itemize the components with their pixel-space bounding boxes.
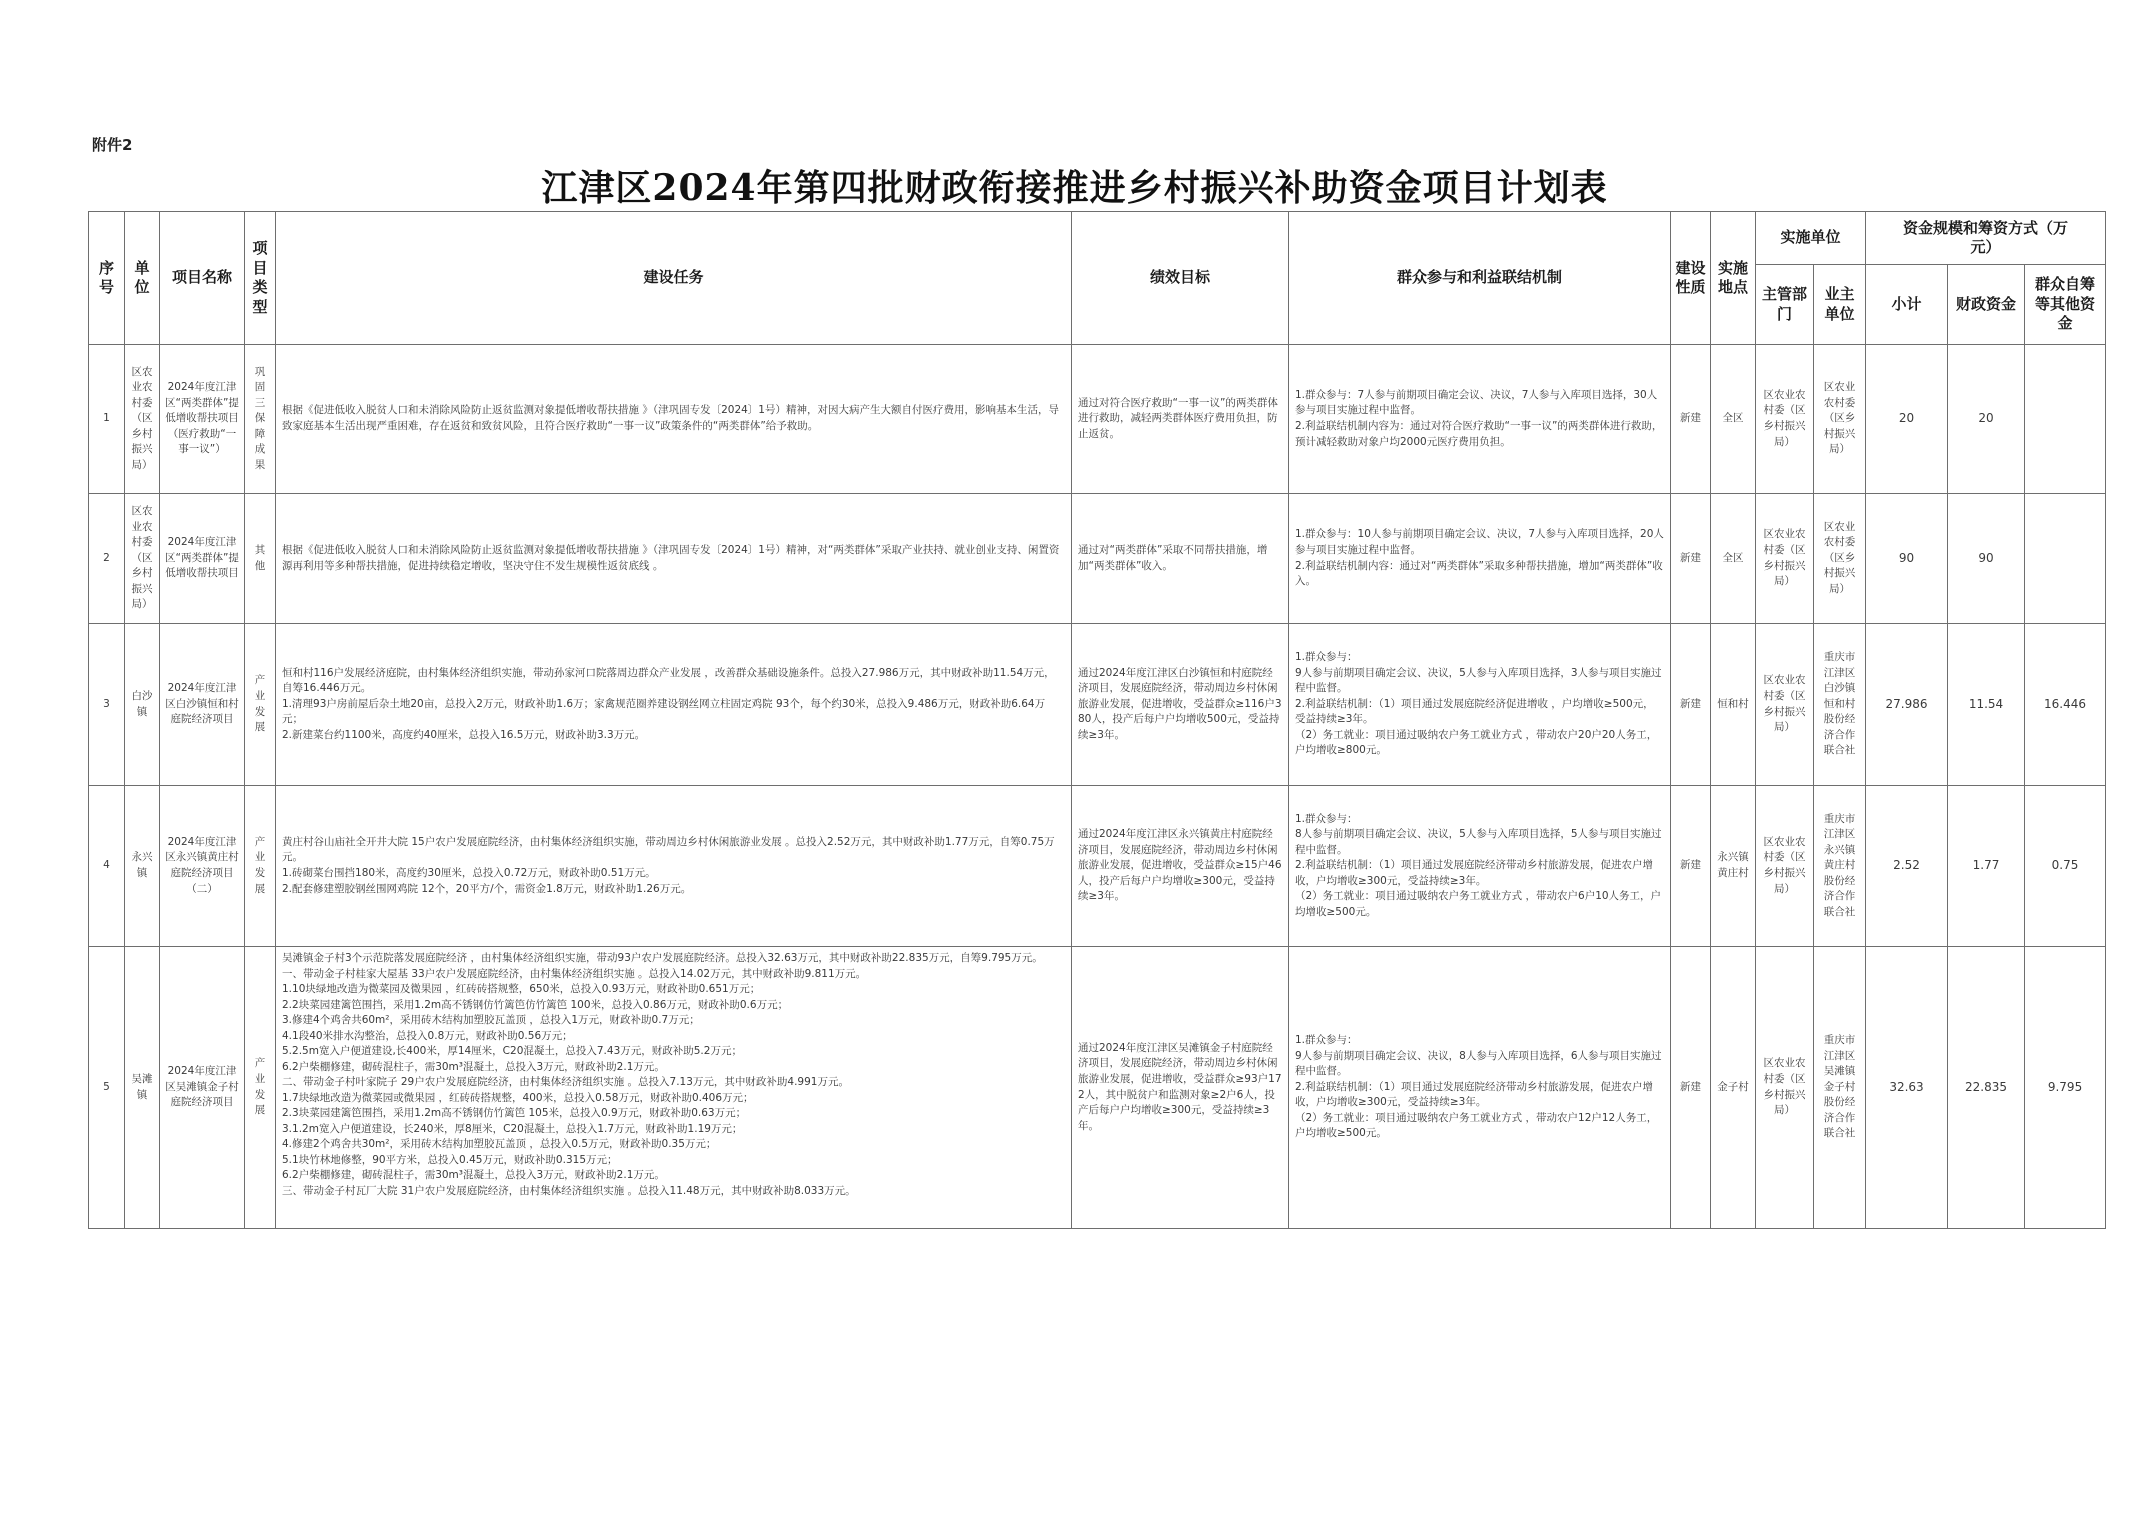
row-project-type: 产业发展 xyxy=(245,624,276,786)
header-subtotal: 小计 xyxy=(1866,265,1948,345)
row-goal xyxy=(1072,345,1289,494)
row-owner: 区农业农村委（区乡村振兴局） xyxy=(1814,345,1866,494)
mechanism-line: 1.群众参与： xyxy=(1295,1034,1358,1047)
row-location: 全区 xyxy=(1711,345,1756,494)
row-project-type: 巩固三保障成果 xyxy=(245,345,276,494)
mechanism-line: 2.利益联结机制：（1）项目通过发展庭院经济带动乡村旅游发展，促进农户增收，户均增收≥300元，受益持续≥3年。 xyxy=(1295,1080,1653,1109)
table-row xyxy=(89,624,2106,786)
task-line: 1.7块绿地改造为微菜园或微果园 ，红砖砖搭规整，400米，总投入0.58万元，财政补助0.406万元； xyxy=(282,1091,754,1104)
header-self: 群众自筹等其他资金 xyxy=(2025,265,2106,345)
task-line: 1.10块绿地改造为微菜园及微果园 ，红砖砖搭规整，650米，总投入0.93万元，财政补助0.651万元； xyxy=(282,983,761,996)
mechanism-line: 2.利益联结机制：（1）项目通过发展庭院经济带动乡村旅游发展，促进农户增收，户均增收≥300元，受益持续≥3年。 xyxy=(1295,859,1653,887)
header-dept: 主管部门 xyxy=(1756,265,1814,345)
row-unit: 区农业农村委（区乡村振兴局） xyxy=(125,345,160,494)
mechanism-line: 9人参与前期项目确定会议、决议，8人参与入库项目选择，6人参与项目实施过程中监督。 xyxy=(1295,1049,1662,1078)
row-project-name: 2024年度江津区“两类群体”提低增收帮扶项目（医疗救助“一事一议”） xyxy=(160,345,245,494)
row-subtotal: 20 xyxy=(1866,345,1948,494)
header-unit: 单位 xyxy=(125,212,160,345)
table-row xyxy=(89,494,2106,624)
row-project-type: 产业发展 xyxy=(245,786,276,947)
header-fund-group: 资金规模和筹资方式（万元） xyxy=(1866,212,2106,265)
row-self: 9.795 xyxy=(2025,947,2106,1229)
row-goal xyxy=(1072,494,1289,624)
row-task xyxy=(276,494,1072,624)
row-project-name: 2024年度江津区白沙镇恒和村庭院经济项目 xyxy=(160,624,245,786)
row-fiscal: 1.77 xyxy=(1948,786,2025,947)
row-nature: 新建 xyxy=(1671,624,1711,786)
task-line: 1.清理93户房前屋后杂土地20亩，总投入2万元，财政补助1.6万；家禽规范圈养建设钢丝网立柱固定鸡院 93个，每个约30米，总投入9.486万元，财政补助6.64万元； xyxy=(282,697,1046,726)
row-subtotal: 32.63 xyxy=(1866,947,1948,1229)
row-task xyxy=(276,786,1072,947)
mechanism-line: 1.群众参与： xyxy=(1295,812,1358,825)
row-self xyxy=(2025,494,2106,624)
row-project-name: 2024年度江津区永兴镇黄庄村庭院经济项目（二） xyxy=(160,786,245,947)
table-row xyxy=(89,345,2106,494)
goal-line: 通过2024年度江津区吴滩镇金子村庭院经济项目，发展庭院经济，带动周边乡村休闲旅游业发展，促进增收，受益群众≥93户172人，其中脱贫户和监测对象≥2户6人，投产后每户户均增收≥300元，受益持续≥3年。 xyxy=(1078,1041,1282,1132)
task-line: 5.1块竹林地修整，90平方米，总投入0.45万元，财政补助0.315万元； xyxy=(282,1153,618,1166)
row-owner: 区农业农村委（区乡村振兴局） xyxy=(1814,494,1866,624)
row-project-name: 2024年度江津区吴滩镇金子村庭院经济项目 xyxy=(160,947,245,1229)
row-mechanism xyxy=(1289,345,1671,494)
row-task xyxy=(276,624,1072,786)
row-nature: 新建 xyxy=(1671,345,1711,494)
header-task: 建设任务 xyxy=(276,212,1072,345)
row-location: 金子村 xyxy=(1711,947,1756,1229)
table-row xyxy=(89,947,2106,1229)
row-unit: 永兴镇 xyxy=(125,786,160,947)
document-title: 江津区2024年第四批财政衔接推进乡村振兴补助资金项目计划表 xyxy=(541,167,1608,209)
row-unit: 吴滩镇 xyxy=(125,947,160,1229)
task-line: 4.1段40米排水沟整治，总投入0.8万元，财政补助0.56万元； xyxy=(282,1029,573,1042)
mechanism-line: 1.群众参与：10人参与前期项目确定会议、决议，7人参与入库项目选择，20人参与项目实施过程中监督。 xyxy=(1295,528,1664,556)
row-owner: 重庆市江津区永兴镇黄庄村股份经济合作联合社 xyxy=(1814,786,1866,947)
row-subtotal: 90 xyxy=(1866,494,1948,624)
goal-line: 通过对符合医疗救助“一事一议”的两类群体进行救助，减轻两类群体医疗费用负担，防止返贫。 xyxy=(1078,396,1278,440)
row-project-name: 2024年度江津区“两类群体”提低增收帮扶项目 xyxy=(160,494,245,624)
task-line: 一、带动金子村桂家大屋基 33户农户发展庭院经济，由村集体经济组织实施 。总投入14.02万元，其中财政补助9.811万元。 xyxy=(282,967,867,980)
header-nature: 建设性质 xyxy=(1671,212,1711,345)
row-fiscal: 90 xyxy=(1948,494,2025,624)
row-dept: 区农业农村委（区乡村振兴局） xyxy=(1756,947,1814,1229)
task-line: 二、带动金子村叶家院子 29户农户发展庭院经济，由村集体经济组织实施 。总投入7.13万元，其中财政补助4.991万元。 xyxy=(282,1076,849,1089)
row-dept: 区农业农村委（区乡村振兴局） xyxy=(1756,624,1814,786)
row-dept: 区农业农村委（区乡村振兴局） xyxy=(1756,345,1814,494)
row-project-type: 其他 xyxy=(245,494,276,624)
mechanism-line: 8人参与前期项目确定会议、决议，5人参与入库项目选择，5人参与项目实施过程中监督。 xyxy=(1295,828,1662,856)
row-nature: 新建 xyxy=(1671,494,1711,624)
mechanism-line: 1.群众参与：7人参与前期项目确定会议、决议，7人参与入库项目选择，30人参与项目实施过程中监督。 xyxy=(1295,388,1658,417)
header-impl-group: 实施单位 xyxy=(1756,212,1866,265)
task-line: 6.2户柴棚修建，砌砖混柱子，需30m³混凝土，总投入3万元，财政补助2.1万元。 xyxy=(282,1169,665,1182)
row-goal xyxy=(1072,624,1289,786)
row-mechanism xyxy=(1289,624,1671,786)
row-dept: 区农业农村委（区乡村振兴局） xyxy=(1756,786,1814,947)
mechanism-line: 1.群众参与： xyxy=(1295,651,1358,664)
row-seq: 5 xyxy=(89,947,125,1229)
task-line: 1.砖砌菜台围挡180米，高度约30厘米，总投入0.72万元，财政补助0.51万元。 xyxy=(282,867,656,879)
task-line: 三、带动金子村瓦厂大院 31户农户发展庭院经济，由村集体经济组织实施 。总投入11.48万元，其中财政补助8.033万元。 xyxy=(282,1184,856,1197)
row-task xyxy=(276,947,1072,1229)
row-nature: 新建 xyxy=(1671,947,1711,1229)
row-location: 恒和村 xyxy=(1711,624,1756,786)
header-fiscal: 财政资金 xyxy=(1948,265,2025,345)
row-subtotal: 27.986 xyxy=(1866,624,1948,786)
row-subtotal: 2.52 xyxy=(1866,786,1948,947)
task-line: 2.3块菜园建篱笆围挡，采用1.2m高不锈钢仿竹篱笆 105米，总投入0.9万元，财政补助0.63万元； xyxy=(282,1107,747,1120)
row-seq: 2 xyxy=(89,494,125,624)
row-dept: 区农业农村委（区乡村振兴局） xyxy=(1756,494,1814,624)
goal-line: 通过对“两类群体”采取不同帮扶措施，增加“两类群体”收入。 xyxy=(1078,543,1268,572)
row-owner: 重庆市江津区白沙镇恒和村股份经济合作联合社 xyxy=(1814,624,1866,786)
row-task xyxy=(276,345,1072,494)
mechanism-line: （2）务工就业：项目通过吸纳农户务工就业方式 ，带动农户12户12人务工，户均增收≥500元。 xyxy=(1295,1111,1658,1140)
header-mechanism: 群众参与和利益联结机制 xyxy=(1289,212,1671,345)
task-line: 黄庄村谷山庙社全开井大院 15户农户发展庭院经济，由村集体经济组织实施，带动周边乡村休闲旅游业发展 。总投入2.52万元，其中财政补助1.77万元，自筹0.75万元。 xyxy=(282,835,1055,864)
row-seq: 3 xyxy=(89,624,125,786)
task-line: 吴滩镇金子村3个示范院落发展庭院经济 ，由村集体经济组织实施，带动93户农户发展庭院经济。总投入32.63万元，其中财政补助22.835万元，自筹9.795万元。 xyxy=(282,952,1043,964)
task-line: 3.1.2m宽入户便道建设，长240米，厚8厘米，C20混凝土，总投入1.7万元，财政补助1.19万元； xyxy=(282,1122,743,1135)
row-nature: 新建 xyxy=(1671,786,1711,947)
row-self xyxy=(2025,345,2106,494)
header-row-top xyxy=(89,212,2106,265)
header-seq: 序号 xyxy=(89,212,125,345)
row-fiscal: 22.835 xyxy=(1948,947,2025,1229)
row-seq: 4 xyxy=(89,786,125,947)
row-seq: 1 xyxy=(89,345,125,494)
mechanism-line: 2.利益联结机制：（1）项目通过发展庭院经济促进增收 ，户均增收≥500元，受益持续≥3年。 xyxy=(1295,697,1654,726)
row-unit: 白沙镇 xyxy=(125,624,160,786)
row-mechanism xyxy=(1289,786,1671,947)
mechanism-line: 2.利益联结机制内容：通过对“两类群体”采取多种帮扶措施，增加“两类群体”收入。 xyxy=(1295,559,1663,588)
row-fiscal: 20 xyxy=(1948,345,2025,494)
row-location: 永兴镇黄庄村 xyxy=(1711,786,1756,947)
task-line: 2.2块菜园建篱笆围挡，采用1.2m高不锈钢仿竹篱笆仿竹篱笆 100米，总投入0.86万元，财政补助0.6万元； xyxy=(282,998,789,1011)
goal-line: 通过2024年度江津区白沙镇恒和村庭院经济项目，发展庭院经济，带动周边乡村休闲旅游业发展，促进增收，受益群众≥116户380人，投产后每户户均增收500元，受益持续≥3年。 xyxy=(1078,666,1282,741)
project-plan-table xyxy=(88,211,2106,1229)
row-self: 16.446 xyxy=(2025,624,2106,786)
task-line: 3.修建4个鸡舍共60m²，采用砖木结构加塑胶瓦盖顶 ，总投入1万元，财政补助0.7万元； xyxy=(282,1014,700,1027)
header-goal: 绩效目标 xyxy=(1072,212,1289,345)
header-name: 项目名称 xyxy=(160,212,245,345)
task-line: 4.修建2个鸡舍共30m²，采用砖木结构加塑胶瓦盖顶 ，总投入0.5万元，财政补助0.35万元； xyxy=(282,1138,717,1151)
goal-line: 通过2024年度江津区永兴镇黄庄村庭院经济项目，发展庭院经济，带动周边乡村休闲旅游业发展，促进增收，受益群众≥15户46人，投产后每户户均增收≥300元，受益持续≥3年。 xyxy=(1078,828,1282,903)
task-line: 恒和村116户发展经济庭院，由村集体经济组织实施，带动孙家河口院落周边群众产业发展 ，改善群众基础设施条件。总投入27.986万元，其中财政补助11.54万元，自筹16.446万元。 xyxy=(282,666,1055,695)
row-mechanism xyxy=(1289,494,1671,624)
mechanism-line: （2）务工就业：项目通过吸纳农户务工就业方式 ，带动农户6户10人务工，户均增收≥500元。 xyxy=(1295,890,1662,918)
task-line: 6.2户柴棚修建，砌砖混柱子，需30m³混凝土，总投入3万元，财政补助2.1万元。 xyxy=(282,1060,665,1073)
row-self: 0.75 xyxy=(2025,786,2106,947)
attachment-label: 附件2 xyxy=(92,136,133,154)
task-line: 2.配套修建塑胶钢丝围网鸡院 12个，20平方/个，需资金1.8万元，财政补助1.26万元。 xyxy=(282,882,692,895)
mechanism-line: （2）务工就业：项目通过吸纳农户务工就业方式 ，带动农户20户20人务工，户均增收≥800元。 xyxy=(1295,728,1658,757)
row-fiscal: 11.54 xyxy=(1948,624,2025,786)
mechanism-line: 2.利益联结机制内容为：通过对符合医疗救助“一事一议”的两类群体进行救助，预计减轻救助对象户均2000元医疗费用负担。 xyxy=(1295,420,1663,448)
header-type: 项目类型 xyxy=(245,212,276,345)
row-project-type: 产业发展 xyxy=(245,947,276,1229)
mechanism-line: 9人参与前期项目确定会议、决议，5人参与入库项目选择，3人参与项目实施过程中监督。 xyxy=(1295,666,1662,695)
header-owner: 业主单位 xyxy=(1814,265,1866,345)
table-row xyxy=(89,786,2106,947)
task-line: 根据《促进低收入脱贫人口和未消除风险防止返贫监测对象提低增收帮扶措施 》（津巩固专发〔2024〕1号）精神，对因大病产生大额自付医疗费用，影响基本生活，导致家庭基本生活出现严重困难，存在返贫和致贫风险，且符合医疗救助“一事一议”政策条件的“两类群体”给予救助。 xyxy=(282,404,1059,432)
row-location: 全区 xyxy=(1711,494,1756,624)
row-mechanism xyxy=(1289,947,1671,1229)
row-goal xyxy=(1072,786,1289,947)
task-line: 2.新建菜台约1100米，高度约40厘米，总投入16.5万元，财政补助3.3万元。 xyxy=(282,728,646,741)
row-goal xyxy=(1072,947,1289,1229)
task-line: 根据《促进低收入脱贫人口和未消除风险防止返贫监测对象提低增收帮扶措施 》（津巩固专发〔2024〕1号）精神，对“两类群体”采取产业扶持、就业创业支持、闲置资源再利用等多种帮扶措施，促进持续稳定增收，坚决守住不发生规模性返贫底线 。 xyxy=(282,543,1060,572)
header-location: 实施地点 xyxy=(1711,212,1756,345)
row-owner: 重庆市江津区吴滩镇金子村股份经济合作联合社 xyxy=(1814,947,1866,1229)
task-line: 5.2.5m宽入户便道建设,长400米，厚14厘米，C20混凝土，总投入7.43万元，财政补助5.2万元； xyxy=(282,1045,742,1058)
row-unit: 区农业农村委（区乡村振兴局） xyxy=(125,494,160,624)
